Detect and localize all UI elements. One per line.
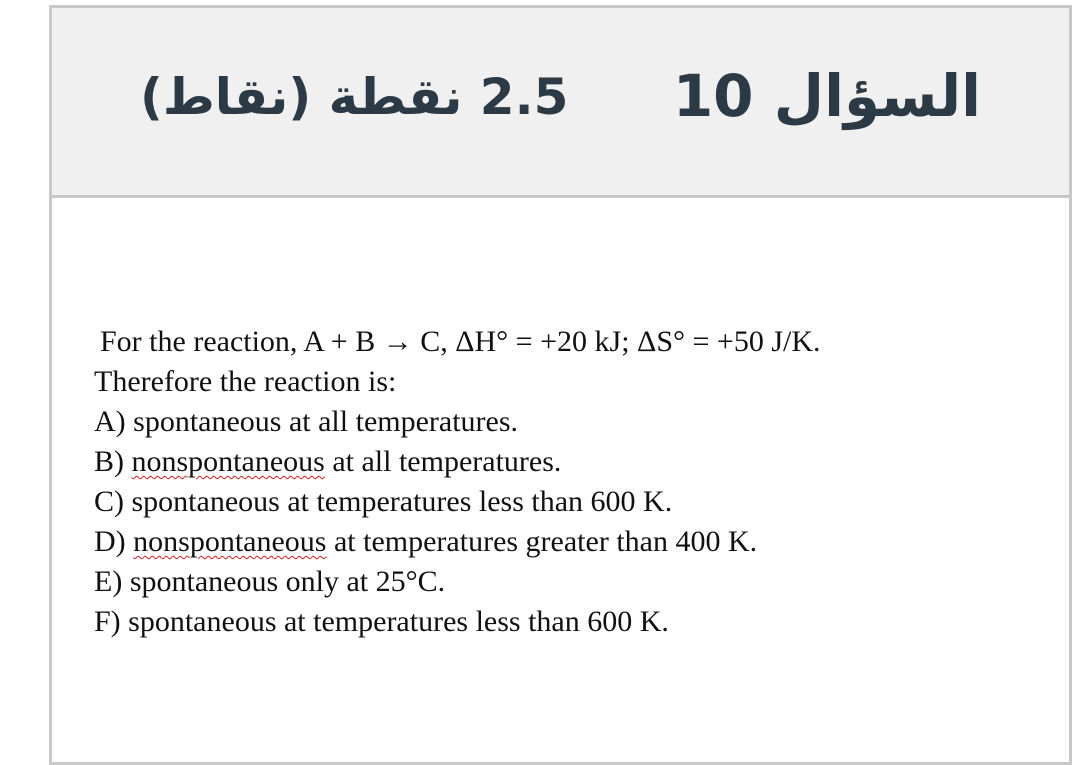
question-number: السؤال 10: [672, 62, 981, 130]
option-text: at all temperatures.: [324, 445, 562, 478]
option-c: C) spontaneous at temperatures less than 600 K.: [94, 485, 673, 518]
spellcheck-flagged-word: nonspontaneous: [131, 445, 325, 478]
option-a: A) spontaneous at all temperatures.: [94, 405, 519, 438]
option-d: [94, 522, 974, 562]
question-stem-line: Therefore the reaction is:: [94, 365, 397, 398]
option-text: at temperatures greater than 400 K.: [326, 525, 758, 558]
option-b: [94, 442, 974, 482]
question-stem-line: For the reaction, A + B → C, ΔH° = +20 kJ; ΔS° = +50 J/K.: [100, 325, 821, 358]
option-label: B): [94, 445, 132, 478]
question-points: 2.5 نقطة (نقاط): [140, 68, 569, 126]
spellcheck-flagged-word: nonspontaneous: [133, 525, 327, 558]
option-f: F) spontaneous at temperatures less than 600 K.: [94, 605, 669, 638]
option-e: E) spontaneous only at 25°C.: [94, 565, 446, 598]
question-text: [94, 322, 974, 642]
question-header: [52, 8, 1069, 198]
option-label: D): [94, 525, 134, 558]
